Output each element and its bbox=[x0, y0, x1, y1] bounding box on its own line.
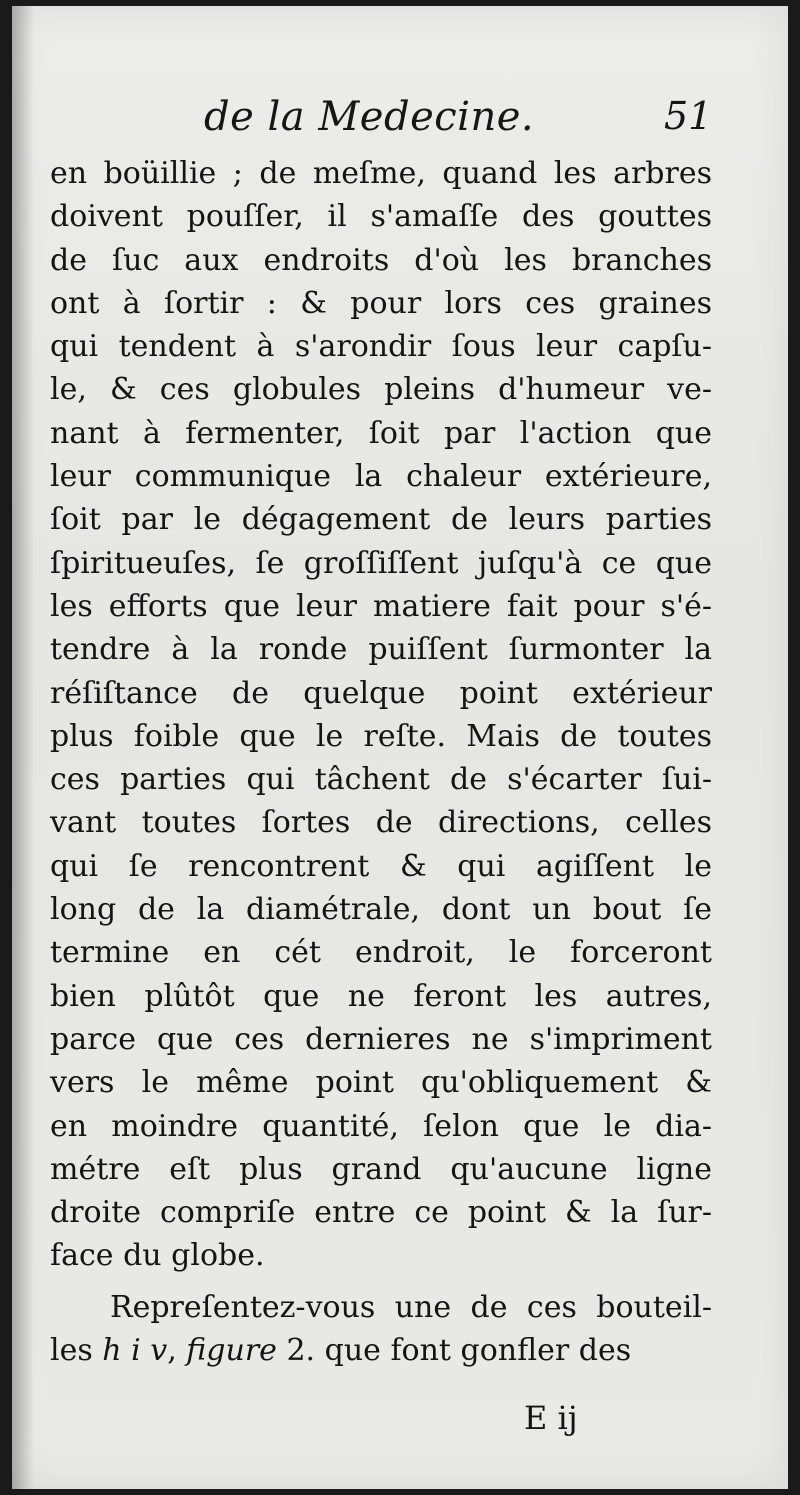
text-line: ces parties qui tâchent de s'écarter ſui- bbox=[50, 762, 712, 798]
body-text bbox=[50, 152, 712, 1372]
text-line: réſiſtance de quelque point extérieur bbox=[50, 675, 712, 711]
paragraph-start-line: Repreſentez-vous une de ces bouteil- bbox=[110, 1289, 712, 1325]
text-line: de ſuc aux endroits d'où les branches bbox=[50, 242, 712, 278]
text-line: qui tendent à s'arondir ſous leur capſu- bbox=[50, 329, 712, 365]
text-line: les efforts que leur matiere fait pour s'é- bbox=[50, 588, 712, 624]
text-line: bien plûtôt que ne feront les autres, bbox=[50, 978, 712, 1014]
text-line: le, & ces globules pleins d'humeur ve- bbox=[50, 372, 712, 408]
page-number: 51 bbox=[664, 94, 713, 138]
text-line: long de la diamétrale, dont un bout ſe bbox=[50, 892, 712, 928]
text-line: métre eſt plus grand qu'aucune ligne bbox=[50, 1151, 712, 1187]
running-title: de la Medecine. bbox=[204, 94, 535, 140]
text-segment: 2. que font gonfler des bbox=[276, 1333, 632, 1369]
text-segment: les bbox=[50, 1333, 103, 1369]
text-line: vers le même point qu'obliquement & bbox=[50, 1065, 712, 1101]
text-line: en boüillie ; de meſme, quand les arbres bbox=[50, 156, 712, 191]
text-line: droite compriſe entre ce point & la ſur- bbox=[50, 1195, 712, 1231]
page-header bbox=[12, 94, 788, 154]
figure-label: figure bbox=[186, 1333, 277, 1369]
text-line: vant toutes ſortes de directions, celles bbox=[50, 805, 712, 841]
text-line: en moindre quantité, ſelon que le dia- bbox=[50, 1108, 712, 1144]
text-line: tendre à la ronde puiſſent ſurmonter la bbox=[50, 632, 712, 668]
text-line: nant à fermenter, ſoit par l'action que bbox=[50, 415, 712, 451]
text-line: ſoit par le dégagement de leurs parties bbox=[50, 502, 712, 538]
text-line: parce que ces dernieres ne s'impriment bbox=[50, 1021, 712, 1057]
text-segment: , bbox=[167, 1333, 187, 1369]
text-line-with-figure-ref bbox=[50, 1329, 712, 1372]
text-line: ſpiritueuſes, ſe groſſiſſent juſqu'à ce que bbox=[50, 545, 712, 581]
book-page bbox=[12, 6, 788, 1489]
text-line: ont à ſortir : & pour lors ces graines bbox=[50, 285, 712, 321]
signature-mark: E ij bbox=[524, 1399, 578, 1437]
text-line: leur communique la chaleur extérieure, bbox=[50, 459, 712, 495]
text-line: qui ſe rencontrent & qui agiſſent le bbox=[50, 848, 712, 884]
page-gutter-shadow bbox=[12, 6, 34, 1489]
text-line: termine en cét endroit, le forceront bbox=[50, 935, 712, 971]
text-line: plus foible que le reſte. Mais de toutes bbox=[50, 718, 712, 754]
text-line: face du globe. bbox=[50, 1238, 265, 1274]
figure-letters: h i v bbox=[102, 1333, 168, 1369]
text-line: doivent pouſſer, il s'amaſſe des gouttes bbox=[50, 199, 712, 235]
